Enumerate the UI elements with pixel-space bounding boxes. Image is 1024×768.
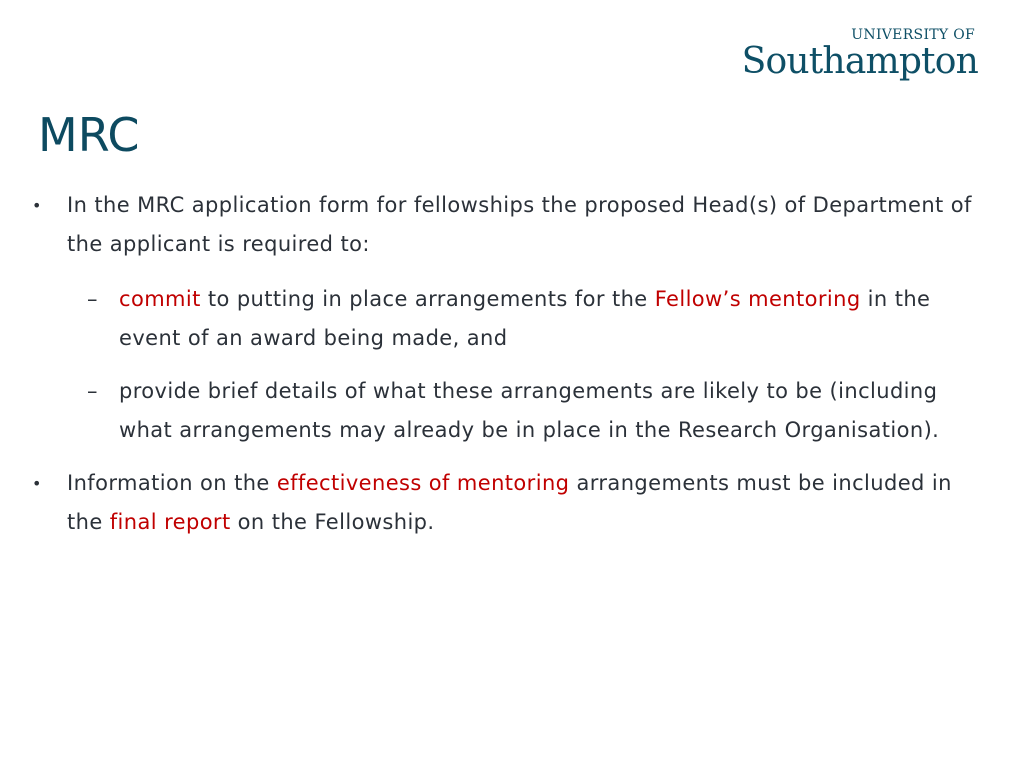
bullet-2-part3: on the Fellowship. — [230, 510, 435, 534]
highlight-effectiveness-of-mentoring: effectiveness of mentoring — [276, 471, 570, 495]
sub-bullet-2-text: provide brief details of what these arrangements are likely to be (including what arrangements may already be in place in the Research Organisation). — [119, 379, 940, 442]
bullet-marker: • — [32, 474, 42, 493]
dash-marker: – — [87, 379, 98, 403]
sub-bullet-1 — [32, 280, 982, 358]
bullet-1 — [32, 186, 982, 264]
sub-bullet-2 — [32, 372, 982, 450]
logo-main-line: Southampton — [741, 41, 978, 82]
sub-bullet-1-part1: to putting in place arrangements for the — [200, 287, 655, 311]
highlight-fellows-mentoring: Fellow’s mentoring — [654, 287, 861, 311]
bullet-2-part1: Information on the — [67, 471, 277, 495]
slide-title: MRC — [38, 108, 140, 162]
logo-top-line: UNIVERSITY OF — [851, 27, 975, 43]
highlight-commit: commit — [119, 287, 201, 311]
slide-body — [32, 186, 982, 558]
highlight-final-report: final report — [109, 510, 231, 534]
bullet-1-text: In the MRC application form for fellowships the proposed Head(s) of Department of the applicant is required to: — [67, 193, 972, 256]
bullet-2-part2: arrangements must be included in the — [67, 471, 952, 534]
dash-marker: – — [87, 287, 98, 311]
sub-bullet-1-part2: in the event of an award being made, and — [119, 287, 931, 350]
university-logo — [742, 28, 978, 80]
sub-bullet-1-text — [119, 280, 982, 358]
bullet-2 — [32, 464, 982, 542]
bullet-2-text — [67, 464, 982, 542]
bullet-marker: • — [32, 196, 42, 215]
